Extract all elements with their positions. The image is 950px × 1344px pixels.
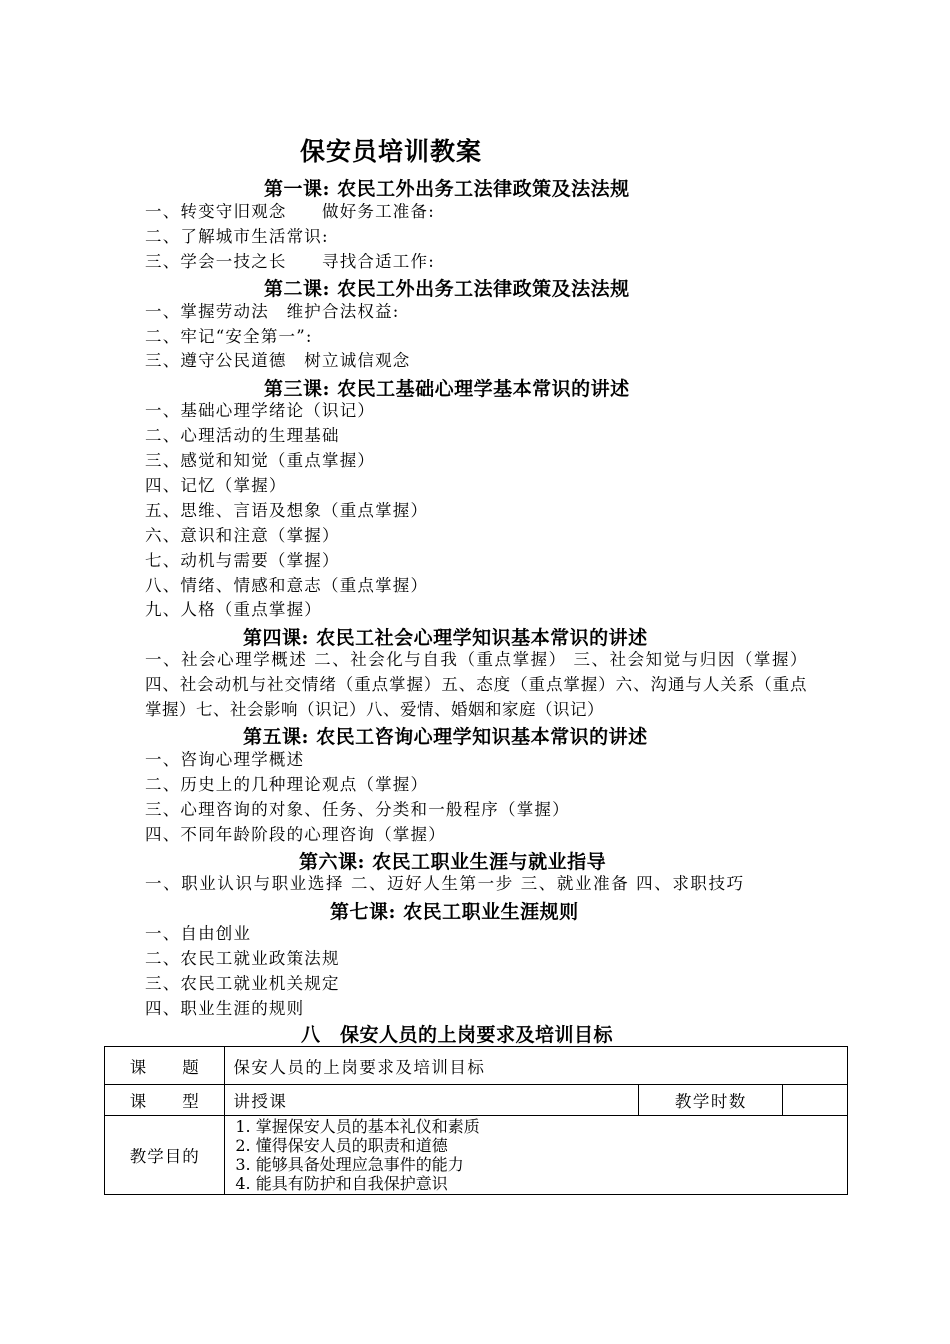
lesson-3-heading: 第三课: 农民工基础心理学基本常识的讲述: [264, 378, 630, 400]
goal-item-3: 3. 能够具备处理应急事件的能力: [235, 1155, 464, 1174]
table-row-goals: [105, 1116, 848, 1195]
lesson-7-item-3: 三、农民工就业机关规定: [145, 974, 340, 993]
lesson-3-item-6: 六、意识和注意（掌握）: [145, 526, 340, 545]
value-topic: 保安人员的上岗要求及培训目标: [225, 1047, 848, 1085]
lesson-3-item-3: 三、感觉和知觉（重点掌握）: [145, 451, 376, 470]
lesson-4-heading: 第四课: 农民工社会心理学知识基本常识的讲述: [243, 627, 648, 649]
lesson-1-item-3: 三、学会一技之长 寻找合适工作:: [145, 252, 435, 271]
lesson-5-item-3: 三、心理咨询的对象、任务、分类和一般程序（掌握）: [145, 800, 570, 819]
lesson-7-item-1: 一、自由创业: [145, 924, 252, 943]
goal-item-2: 2. 懂得保安人员的职责和道德: [235, 1136, 448, 1155]
value-hours: [783, 1085, 848, 1116]
lesson-1-heading: 第一课: 农民工外出务工法律政策及法法规: [264, 178, 630, 200]
lesson-1-item-2: 二、了解城市生活常识:: [145, 227, 329, 246]
document-title: 保安员培训教案: [300, 137, 483, 166]
lesson-3-item-2: 二、心理活动的生理基础: [145, 426, 340, 445]
table-row-type: [105, 1085, 848, 1116]
goal-item-1: 1. 掌握保安人员的基本礼仪和素质: [235, 1117, 480, 1136]
lesson-5-heading: 第五课: 农民工咨询心理学知识基本常识的讲述: [243, 726, 648, 748]
lesson-2-item-3: 三、遵守公民道德 树立诚信观念: [145, 351, 411, 370]
label-hours: 教学时数: [639, 1085, 783, 1116]
lesson-5-item-4: 四、不同年龄阶段的心理咨询（掌握）: [145, 825, 446, 844]
section-8-heading: 八 保安人员的上岗要求及培训目标: [301, 1024, 614, 1046]
lesson-4-paragraph: 一、社会心理学概述 二、社会化与自我（重点掌握） 三、社会知觉与归因（掌握） 四、社会动机与社交情绪（重点掌握）五、态度（重点掌握）六、沟通与人关系（重点掌握）七、社会影响（识记）八、爱情、婚姻和家庭（识记）: [145, 650, 807, 719]
lesson-3-item-9: 九、人格（重点掌握）: [145, 600, 322, 619]
course-info-table: [104, 1046, 848, 1195]
label-topic: 课 题: [105, 1047, 225, 1085]
lesson-5-item-2: 二、历史上的几种理论观点（掌握）: [145, 775, 429, 794]
table-row-topic: [105, 1047, 848, 1085]
lesson-7-heading: 第七课: 农民工职业生涯规则: [330, 901, 579, 923]
lesson-5-item-1: 一、咨询心理学概述: [145, 750, 305, 769]
lesson-6-item-1: 一、职业认识与职业选择 二、迈好人生第一步 三、就业准备 四、求职技巧: [145, 874, 745, 893]
goal-item-4: 4. 能具有防护和自我保护意识: [235, 1174, 448, 1193]
lesson-3-item-5: 五、思维、言语及想象（重点掌握）: [145, 501, 429, 520]
label-goals: 教学目的: [105, 1116, 225, 1195]
label-type: 课 型: [105, 1085, 225, 1116]
lesson-3-item-4: 四、记忆（掌握）: [145, 476, 287, 495]
lesson-6-heading: 第六课: 农民工职业生涯与就业指导: [299, 851, 607, 873]
lesson-7-item-4: 四、职业生涯的规则: [145, 999, 305, 1018]
lesson-1-item-1: 一、转变守旧观念 做好务工准备:: [145, 202, 435, 221]
lesson-3-item-1: 一、基础心理学绪论（识记）: [145, 401, 376, 420]
lesson-7-item-2: 二、农民工就业政策法规: [145, 949, 340, 968]
lesson-2-item-1: 一、掌握劳动法 维护合法权益:: [145, 302, 400, 321]
lesson-3-item-8: 八、情绪、情感和意志（重点掌握）: [145, 576, 429, 595]
goals-list: [225, 1116, 848, 1195]
lesson-2-item-2: 二、牢记“安全第一”:: [145, 327, 313, 346]
value-type: 讲授课: [225, 1085, 639, 1116]
lesson-3-item-7: 七、动机与需要（掌握）: [145, 551, 340, 570]
lesson-2-heading: 第二课: 农民工外出务工法律政策及法法规: [264, 278, 630, 300]
